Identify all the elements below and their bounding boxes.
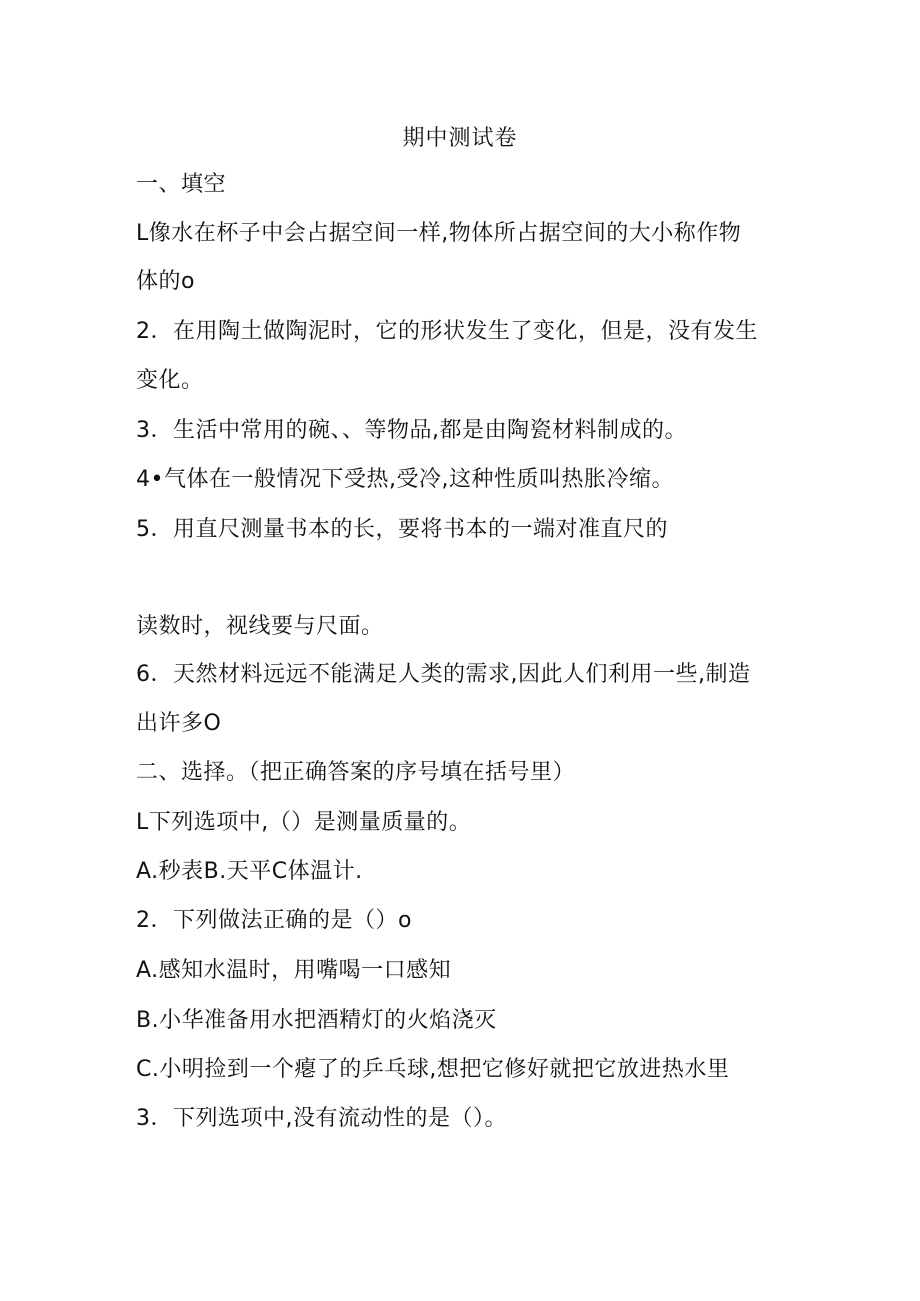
section-heading-fill-blank: 一、填空 <box>136 172 227 197</box>
option-line: A.秒表B.天平C体温计. <box>136 859 363 884</box>
question-line: 读数时，视线要与尺面。 <box>136 614 384 639</box>
question-line: 2．在用陶土做陶泥时，它的形状发生了变化，但是，没有发生 <box>136 319 758 344</box>
question-line: 4•气体在一般情况下受热,受冷,这种性质叫热胀冷缩。 <box>136 467 674 492</box>
question-line: 出许多O <box>136 711 222 736</box>
question-line: 2．下列做法正确的是（）o <box>136 908 412 933</box>
section-heading-choice: 二、选择。（把正确答案的序号填在括号里） <box>136 760 576 785</box>
option-line: A.感知水温时，用嘴喝一口感知 <box>136 958 452 983</box>
option-line: B.小华准备用水把酒精灯的火焰浇灭 <box>136 1008 497 1033</box>
page-title: 期中测试卷 <box>402 126 518 151</box>
question-line: 3．生活中常用的碗、、等物品,都是由陶瓷材料制成的。 <box>136 418 687 443</box>
question-line: L下列选项中,（）是测量质量的。 <box>136 810 472 835</box>
question-line: 6．天然材料远远不能满足人类的需求,因此人们利用一些,制造 <box>136 662 751 687</box>
question-line: 5．用直尺测量书本的长，要将书本的一端对准直尺的 <box>136 517 668 542</box>
question-line: 体的o <box>136 269 195 294</box>
question-line: 变化。 <box>136 368 204 393</box>
question-line: 3．下列选项中,没有流动性的是（）。 <box>136 1106 507 1131</box>
question-line: L像水在杯子中会占据空间一样,物体所占据空间的大小称作物 <box>136 221 742 246</box>
option-line: C.小明捡到一个瘪了的乒乓球,想把它修好就把它放进热水里 <box>136 1057 730 1082</box>
